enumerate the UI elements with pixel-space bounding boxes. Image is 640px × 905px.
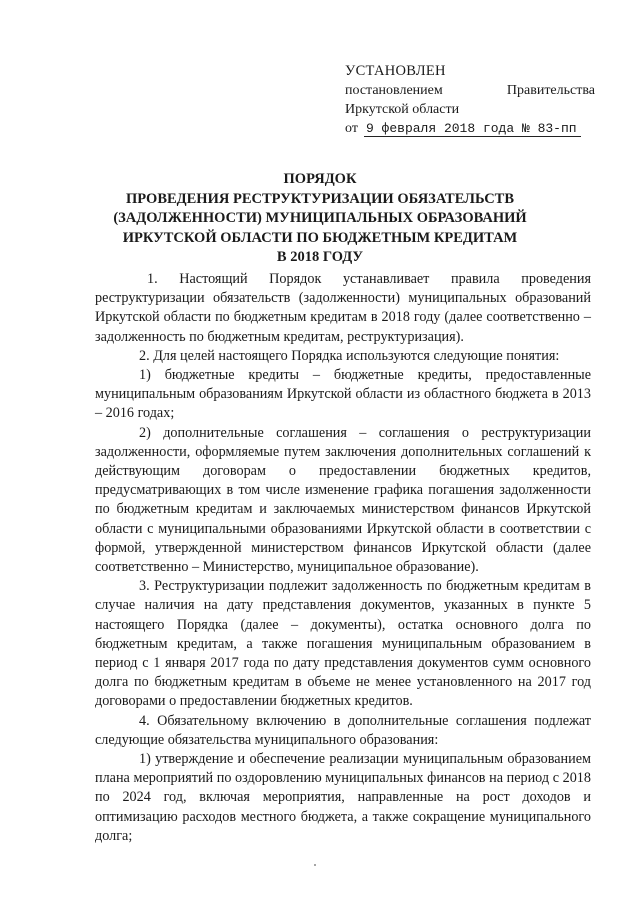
paragraph-2-item-2: 2) дополнительные соглашения – соглашения о реструктуризации задолженности, оформляемые путем заключения дополнительных соглашений к действующим договорам о предоставлении бюджетных кредитов, предусматривающих в том числе изменение графика погашения задолженности по бюджетным кредитам и заключаемых министерством финансов Иркутской области с муниципальными образованиями Иркутской области в соответствии с формой, утвержденной министерством финансов Иркутской области (далее соответственно – Министерство, муниципальное образование). [95,424,591,576]
stamp-region: Иркутской области [345,102,460,117]
stamp-date-prefix: от [345,121,358,136]
page-speck [314,864,316,866]
title-line-4: ИРКУТСКОЙ ОБЛАСТИ ПО БЮДЖЕТНЫМ КРЕДИТАМ [122,229,518,246]
stamp-date-line [345,119,595,138]
stamp-resolution-word: постановлением [345,83,443,98]
title-line-3: (ЗАДОЛЖЕННОСТИ) МУНИЦИПАЛЬНЫХ ОБРАЗОВАНИЙ [113,210,527,226]
stamp-approved: УСТАНОВЛЕН [345,63,446,79]
document-title [95,170,545,268]
title-line-1: ПОРЯДОК [283,171,357,187]
paragraph-4: 4. Обязательному включению в дополнительные соглашения подлежат следующие обязательства муниципального образования: [95,712,591,748]
paragraph-2: 2. Для целей настоящего Порядка используются следующие понятия: [139,347,560,364]
paragraph-4-item-1: 1) утверждение и обеспечение реализации муниципальным образованием плана мероприятий по оздоровлению муниципальных финансов на период с 2018 по 2024 год, включая мероприятия, направленные на рост доходов и оптимизацию расходов местного бюджета, а также сокращение муниципального долга; [95,751,591,844]
title-line-5: В 2018 ГОДУ [276,249,364,265]
title-line-2: ПРОВЕДЕНИЯ РЕСТРУКТУРИЗАЦИИ ОБЯЗАТЕЛЬСТВ [125,190,515,207]
stamp-resolution-line [345,81,595,100]
stamp-government-word: Правительства [506,83,595,98]
approval-stamp [345,62,595,138]
paragraph-2-item-1: 1) бюджетные кредиты – бюджетные кредиты, предоставленные муниципальным образованиям Иркутской области из областного бюджета в 2013 – 2016 годах; [95,367,591,422]
stamp-date-value: 9 февраля 2018 года № 83-пп [364,121,581,137]
paragraph-1: 1. Настоящий Порядок устанавливает правила проведения реструктуризации обязательств (задолженности) муниципальных образований Иркутской области по бюджетным кредитам в 2018 году (далее соответственно – задолженность по бюджетным кредитам, реструктуризация). [95,271,591,345]
document-body [95,270,591,846]
paragraph-3: 3. Реструктуризации подлежит задолженность по бюджетным кредитам в случае наличия на дату представления документов, указанных в пункте 5 настоящего Порядка (далее – документы), остатка основного долга по бюджетным кредитам, а также погашения муниципальным образованием в период с 1 января 2017 года по дату представления документов сумм основного долга по бюджетным кредитам в объеме не менее установленного на 2017 год договорами о предоставлении бюджетных кредитов. [95,578,591,710]
